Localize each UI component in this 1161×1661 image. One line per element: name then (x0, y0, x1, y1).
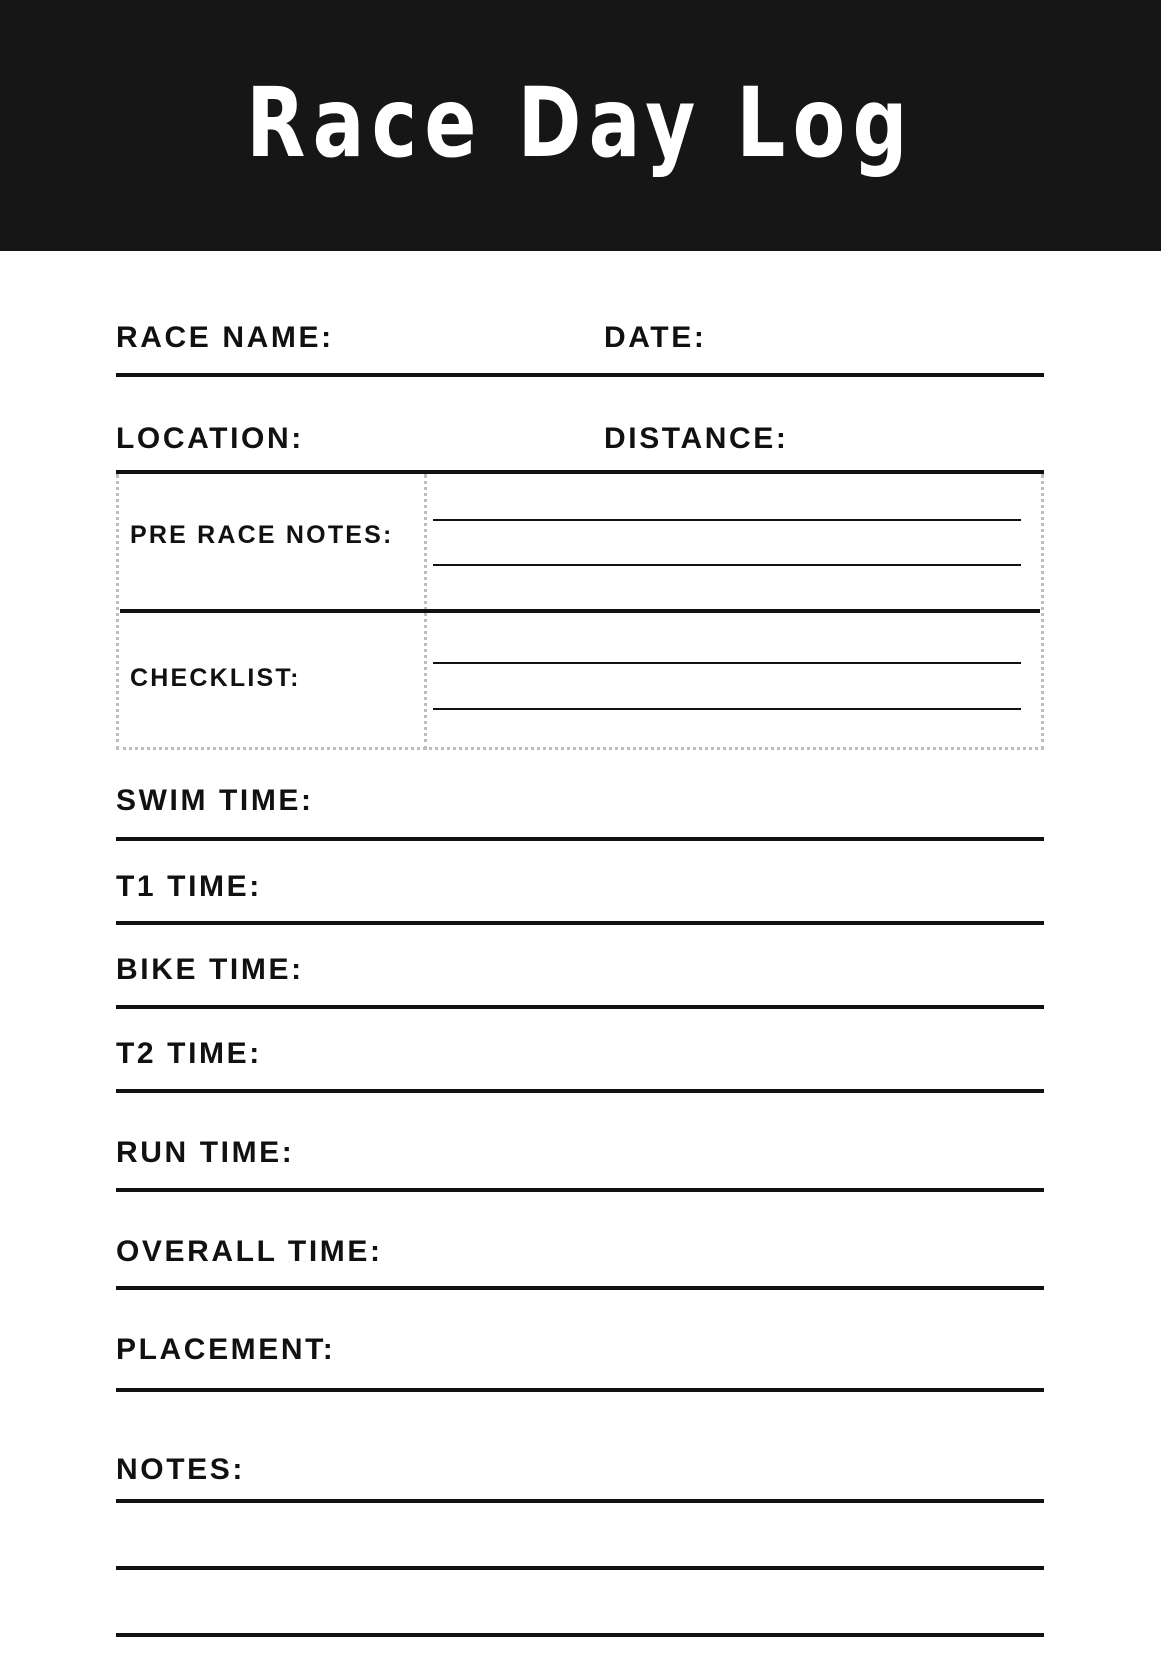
swim-time-line[interactable] (116, 837, 1044, 841)
box-section-divider (120, 609, 1040, 613)
pre-race-notes-label: PRE RACE NOTES: (130, 521, 394, 549)
pre-race-notes-line-2[interactable] (433, 564, 1021, 566)
header-banner (0, 0, 1161, 251)
placement-line[interactable] (116, 1388, 1044, 1392)
location-label: LOCATION: (116, 422, 304, 455)
distance-label: DISTANCE: (604, 422, 789, 455)
notes-line-3[interactable] (116, 1633, 1044, 1637)
run-time-label: RUN TIME: (116, 1136, 295, 1169)
page-title: Race Day Log (246, 67, 915, 179)
t1-time-line[interactable] (116, 921, 1044, 925)
run-time-line[interactable] (116, 1188, 1044, 1192)
overall-time-label: OVERALL TIME: (116, 1235, 383, 1268)
race-name-label: RACE NAME: (116, 321, 334, 354)
placement-label: PLACEMENT: (116, 1333, 336, 1366)
box-left-border (116, 474, 119, 750)
notes-label: NOTES: (116, 1453, 245, 1486)
t2-time-label: T2 TIME: (116, 1037, 262, 1070)
t2-time-line[interactable] (116, 1089, 1044, 1093)
notes-line-2[interactable] (116, 1566, 1044, 1570)
checklist-label: CHECKLIST: (130, 664, 301, 692)
bike-time-line[interactable] (116, 1005, 1044, 1009)
box-right-border (1041, 474, 1044, 750)
location-distance-line[interactable] (116, 470, 1044, 474)
race-name-date-line[interactable] (116, 373, 1044, 377)
checklist-line-2[interactable] (433, 708, 1021, 710)
box-bottom-border (116, 747, 1044, 750)
overall-time-line[interactable] (116, 1286, 1044, 1290)
pre-race-notes-line-1[interactable] (433, 519, 1021, 521)
notes-line-1[interactable] (116, 1499, 1044, 1503)
swim-time-label: SWIM TIME: (116, 784, 314, 817)
t1-time-label: T1 TIME: (116, 870, 262, 903)
date-label: DATE: (604, 321, 707, 354)
checklist-line-1[interactable] (433, 662, 1021, 664)
bike-time-label: BIKE TIME: (116, 953, 304, 986)
